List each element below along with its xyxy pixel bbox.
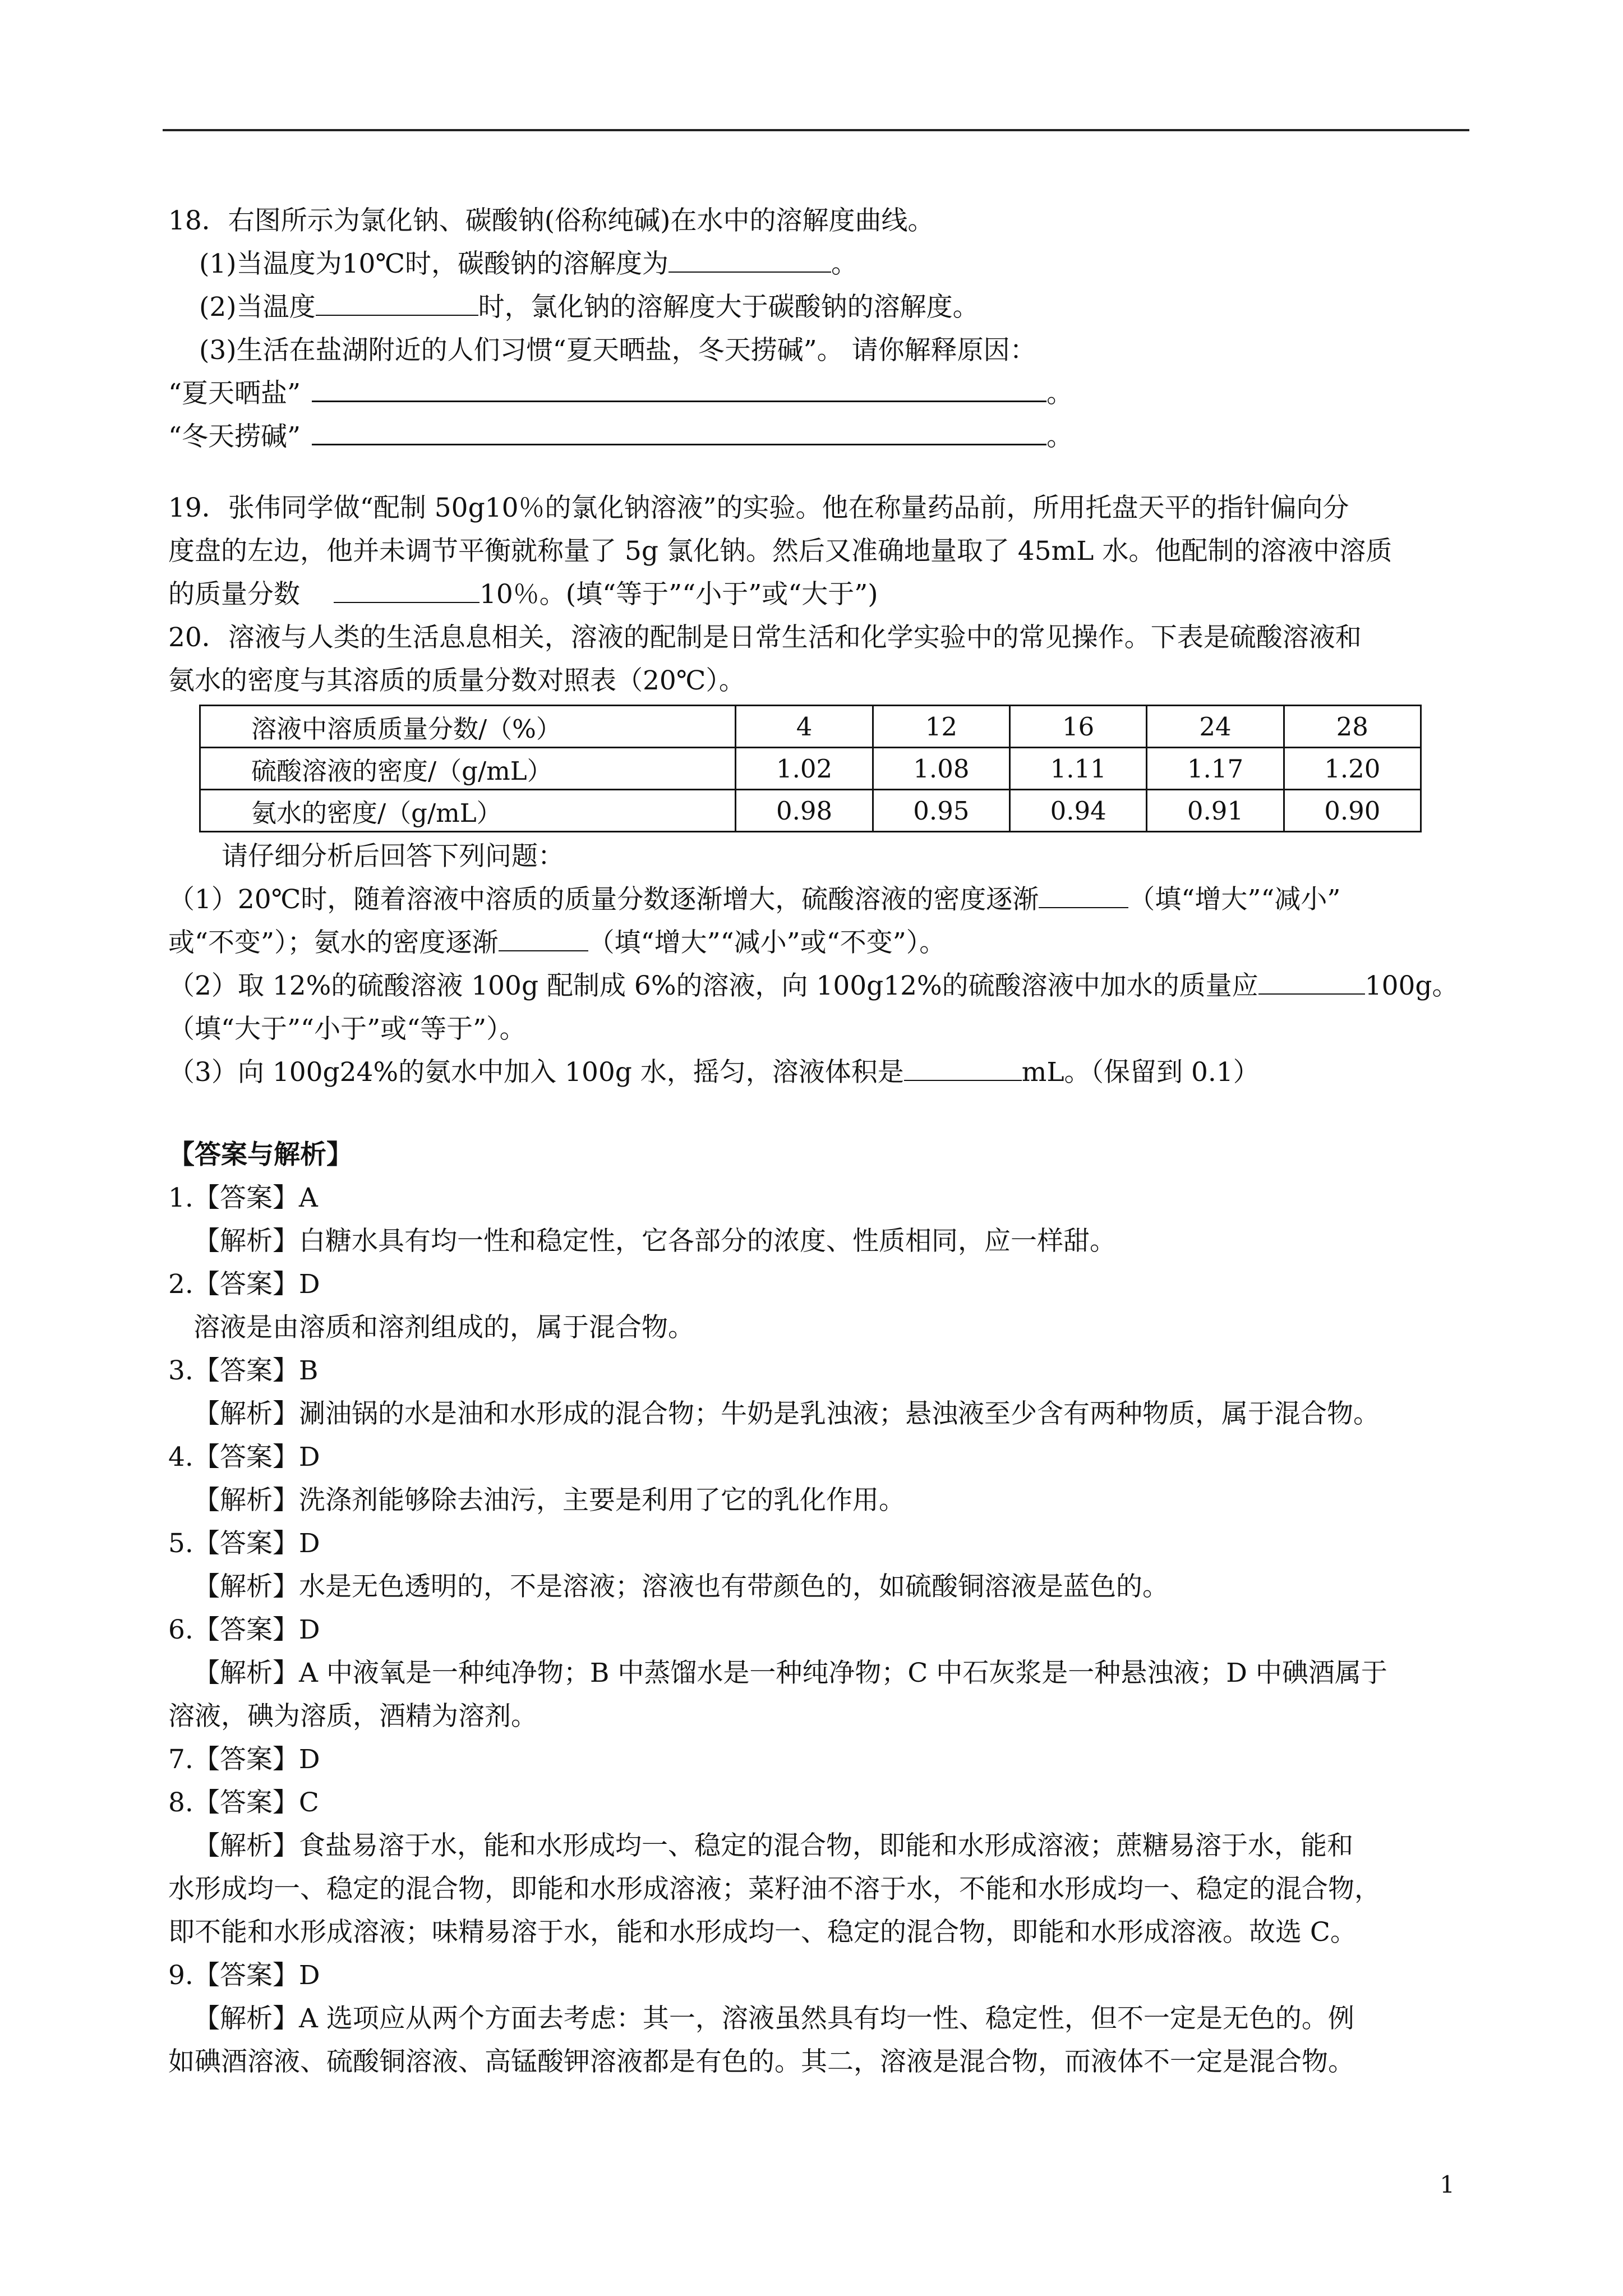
answer-blank[interactable] [904, 1057, 1022, 1081]
answer-blank[interactable] [312, 378, 1046, 402]
q20-line1: 20．溶液与人类的生活息息相关，溶液的配制是日常生活和化学实验中的常见操作。下表是硫酸溶液和 [168, 622, 1362, 653]
density-table [199, 705, 1422, 832]
table-row [200, 790, 1421, 832]
answer-item [168, 1349, 1458, 1435]
explanation-line: 【解析】白糖水具有均一性和稳定性，它各部分的浓度、性质相同，应一样甜。 [193, 1226, 1116, 1257]
answer-line: 3.【答案】B [168, 1355, 319, 1386]
table-cell: 28 [1284, 706, 1421, 748]
table-row-label: 硫酸溶液的密度/（g/mL） [200, 748, 736, 790]
q20-part1-line1: （1）20℃时，随着溶液中溶质的质量分数逐渐增大，硫酸溶液的密度逐渐 （填“增大”“减小” [168, 884, 1341, 915]
explanation-line: 【解析】涮油锅的水是油和水形成的混合物；牛奶是乳浊液；悬浊液至少含有两种物质，属于混合物。 [193, 1398, 1380, 1429]
table-cell: 1.20 [1284, 748, 1421, 790]
answer-blank[interactable] [312, 421, 1046, 445]
explanation-line: 溶液，碘为溶质，酒精为溶剂。 [168, 1701, 537, 1732]
answer-blank[interactable] [668, 249, 831, 273]
explanation-line: 溶液是由溶质和溶剂组成的，属于混合物。 [193, 1312, 694, 1343]
answer-item [168, 1435, 1458, 1522]
page-number: 1 [1440, 2171, 1455, 2198]
q20-part2-line1: （2）取 12%的硫酸溶液 100g 配制成 6%的溶液，向 100g12%的硫酸溶液中加水的质量应 100g。 [168, 970, 1459, 1001]
table-cell: 0.90 [1284, 790, 1421, 832]
q19-line2: 度盘的左边，他并未调节平衡就称量了 5g 氯化钠。然后又准确地量取了 45mL 水。他配制的溶液中溶质 [168, 536, 1393, 567]
q20-prompt: 请仔细分析后回答下列问题： [222, 841, 564, 872]
answer-blank[interactable] [316, 292, 478, 316]
question-19 [168, 486, 1458, 616]
explanation-line: 【解析】A 中液氧是一种纯净物；B 中蒸馏水是一种纯净物；C 中石灰浆是一种悬浊液；D 中碘酒属于 [193, 1658, 1387, 1688]
explanation-line: 【解析】水是无色透明的，不是溶液；溶液也有带颜色的，如硫酸铜溶液是蓝色的。 [193, 1571, 1169, 1602]
table-cell: 16 [1010, 706, 1147, 748]
answer-blank[interactable] [499, 928, 588, 951]
answer-item [168, 1176, 1458, 1263]
explanation-line: 水形成均一、稳定的混合物，即能和水形成溶液；菜籽油不溶于水，不能和水形成均一、稳定的混合物， [168, 1874, 1381, 1904]
answer-item [168, 1954, 1458, 2083]
table-cell: 0.91 [1147, 790, 1284, 832]
answer-blank[interactable] [334, 579, 479, 603]
table-row [200, 748, 1421, 790]
answer-item [168, 1781, 1458, 1954]
q19-line3: 的质量分数 10％。(填“等于”“小于”或“大于”) [168, 579, 878, 610]
question-18 [168, 199, 1458, 458]
header-rule [163, 129, 1469, 131]
answer-line: 9.【答案】D [168, 1960, 320, 1991]
answers-section [168, 1133, 1458, 2083]
table-cell: 4 [736, 706, 873, 748]
answer-item [168, 1738, 1458, 1781]
answer-line: 5.【答案】D [168, 1528, 320, 1559]
answer-item [168, 1263, 1458, 1349]
table-row [200, 706, 1421, 748]
answer-blank[interactable] [1258, 971, 1365, 995]
document-body [168, 199, 1458, 2083]
table-cell: 0.95 [873, 790, 1009, 832]
answer-line: 8.【答案】C [168, 1787, 319, 1818]
table-cell: 1.17 [1147, 748, 1284, 790]
answer-line: 2.【答案】D [168, 1269, 320, 1300]
answers-title: 【答案与解析】 [168, 1139, 353, 1170]
explanation-line: 【解析】洗涤剂能够除去油污，主要是利用了它的乳化作用。 [193, 1485, 905, 1516]
q20-part3: （3）向 100g24%的氨水中加入 100g 水，摇匀，溶液体积是 mL。（保留到 0.1） [168, 1057, 1260, 1088]
table-cell: 12 [873, 706, 1009, 748]
q18-part1: (1)当温度为10℃时，碳酸钠的溶解度为 。 [199, 249, 857, 279]
table-row-label: 氨水的密度/（g/mL） [200, 790, 736, 832]
table-cell: 1.11 [1010, 748, 1147, 790]
answers-list [168, 1176, 1458, 2083]
table-cell: 0.98 [736, 790, 873, 832]
answer-item [168, 1522, 1458, 1608]
answer-line: 6.【答案】D [168, 1614, 320, 1645]
table-cell: 0.94 [1010, 790, 1147, 832]
table-row-label: 溶液中溶质质量分数/（%） [200, 706, 736, 748]
table-cell: 1.02 [736, 748, 873, 790]
answer-blank[interactable] [1039, 885, 1128, 908]
q20-part2-line2: （填“大于”“小于”或“等于”）。 [168, 1014, 526, 1045]
answer-line: 7.【答案】D [168, 1744, 320, 1775]
q18-part3: (3)生活在盐湖附近的人们习惯“夏天晒盐，冬天捞碱”。 请你解释原因： [199, 335, 1036, 366]
q18-stem: 18．右图所示为氯化钠、碳酸钠(俗称纯碱)在水中的溶解度曲线。 [168, 205, 934, 236]
explanation-line: 如碘酒溶液、硫酸铜溶液、高锰酸钾溶液都是有色的。其二，溶液是混合物，而液体不一定是混合物。 [168, 2046, 1354, 2077]
q18-part2: (2)当温度 时，氯化钠的溶解度大于碳酸钠的溶解度。 [199, 292, 979, 323]
explanation-line: 即不能和水形成溶液；味精易溶于水，能和水形成均一、稳定的混合物，即能和水形成溶液。故选 C。 [168, 1917, 1357, 1948]
q18-winter-line: “冬天捞碱” 。 [168, 421, 1073, 452]
question-20 [168, 616, 1458, 1094]
explanation-line: 【解析】食盐易溶于水，能和水形成均一、稳定的混合物，即能和水形成溶液；蔗糖易溶于水，能和 [193, 1830, 1353, 1861]
table-cell: 24 [1147, 706, 1284, 748]
answer-item [168, 1608, 1458, 1738]
q20-part1-line2: 或“不变”）；氨水的密度逐渐 （填“增大”“减小”或“不变”）。 [168, 927, 946, 958]
answer-line: 4.【答案】D [168, 1442, 320, 1473]
q20-line2: 氨水的密度与其溶质的质量分数对照表（20℃）。 [168, 665, 745, 696]
q19-line1: 19．张伟同学做“配制 50g10％的氯化钠溶液”的实验。他在称量药品前，所用托盘天平的指针偏向分 [168, 493, 1349, 523]
explanation-line: 【解析】A 选项应从两个方面去考虑：其一，溶液虽然具有均一性、稳定性，但不一定是无色的。例 [193, 2003, 1354, 2034]
table-cell: 1.08 [873, 748, 1009, 790]
answer-line: 1.【答案】A [168, 1182, 318, 1213]
q18-summer-line: “夏天晒盐” 。 [168, 378, 1073, 409]
